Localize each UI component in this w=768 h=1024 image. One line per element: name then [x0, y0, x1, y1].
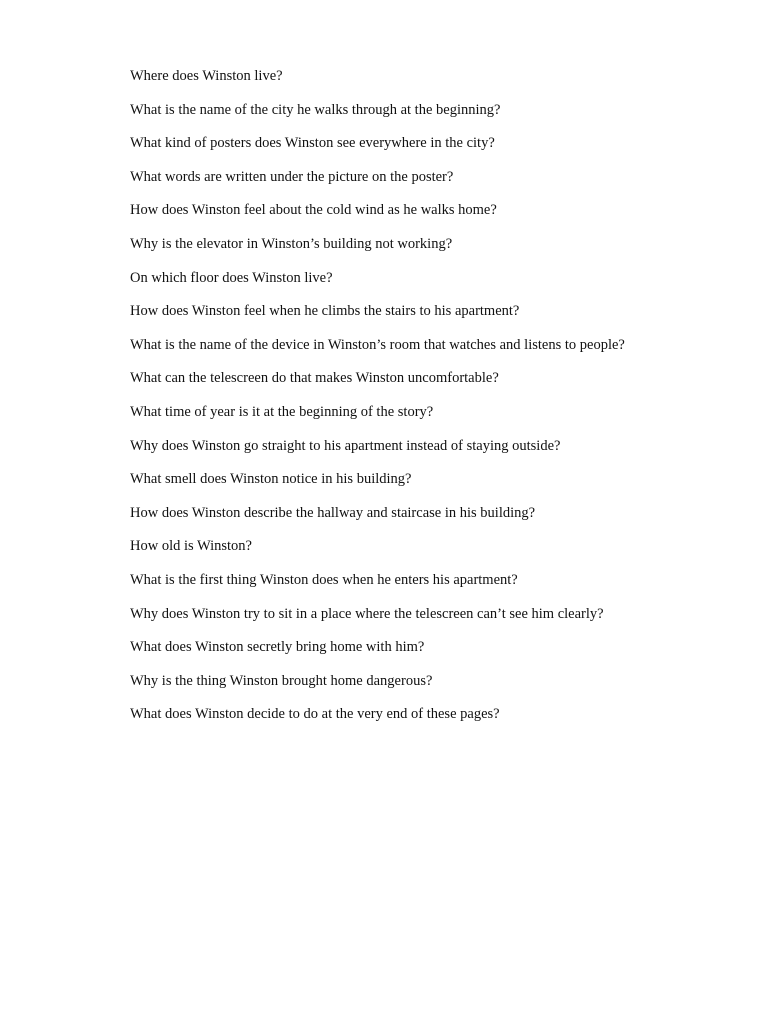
question-item: Why is the elevator in Winston’s building not working?	[130, 235, 453, 252]
question-item: How does Winston feel about the cold wind as he walks home?	[130, 202, 497, 219]
question-item: What is the first thing Winston does when he enters his apartment?	[130, 571, 518, 588]
question-item: What words are written under the picture on the poster?	[130, 168, 454, 185]
question-item: What does Winston secretly bring home with him?	[130, 639, 425, 656]
question-item: What is the name of the city he walks through at the beginning?	[130, 101, 501, 118]
question-item: What time of year is it at the beginning of the story?	[130, 403, 434, 420]
question-item: Why does Winston go straight to his apartment instead of staying outside?	[130, 437, 561, 454]
question-item: What smell does Winston notice in his building?	[130, 471, 412, 488]
question-item: On which floor does Winston live?	[130, 269, 333, 286]
question-item: How old is Winston?	[130, 538, 252, 555]
question-item: How does Winston describe the hallway and staircase in his building?	[130, 504, 536, 521]
question-item: What kind of posters does Winston see everywhere in the city?	[130, 135, 495, 152]
question-item: Why does Winston try to sit in a place where the telescreen can’t see him clearly?	[130, 605, 604, 622]
question-item: How does Winston feel when he climbs the stairs to his apartment?	[130, 303, 520, 320]
question-item: Why is the thing Winston brought home dangerous?	[130, 672, 433, 689]
question-item: What is the name of the device in Winston’s room that watches and listens to people?	[130, 336, 625, 353]
question-item: What can the telescreen do that makes Winston uncomfortable?	[130, 370, 499, 387]
question-item: What does Winston decide to do at the very end of these pages?	[130, 706, 500, 723]
question-list	[130, 66, 750, 738]
question-item: Where does Winston live?	[130, 68, 283, 84]
